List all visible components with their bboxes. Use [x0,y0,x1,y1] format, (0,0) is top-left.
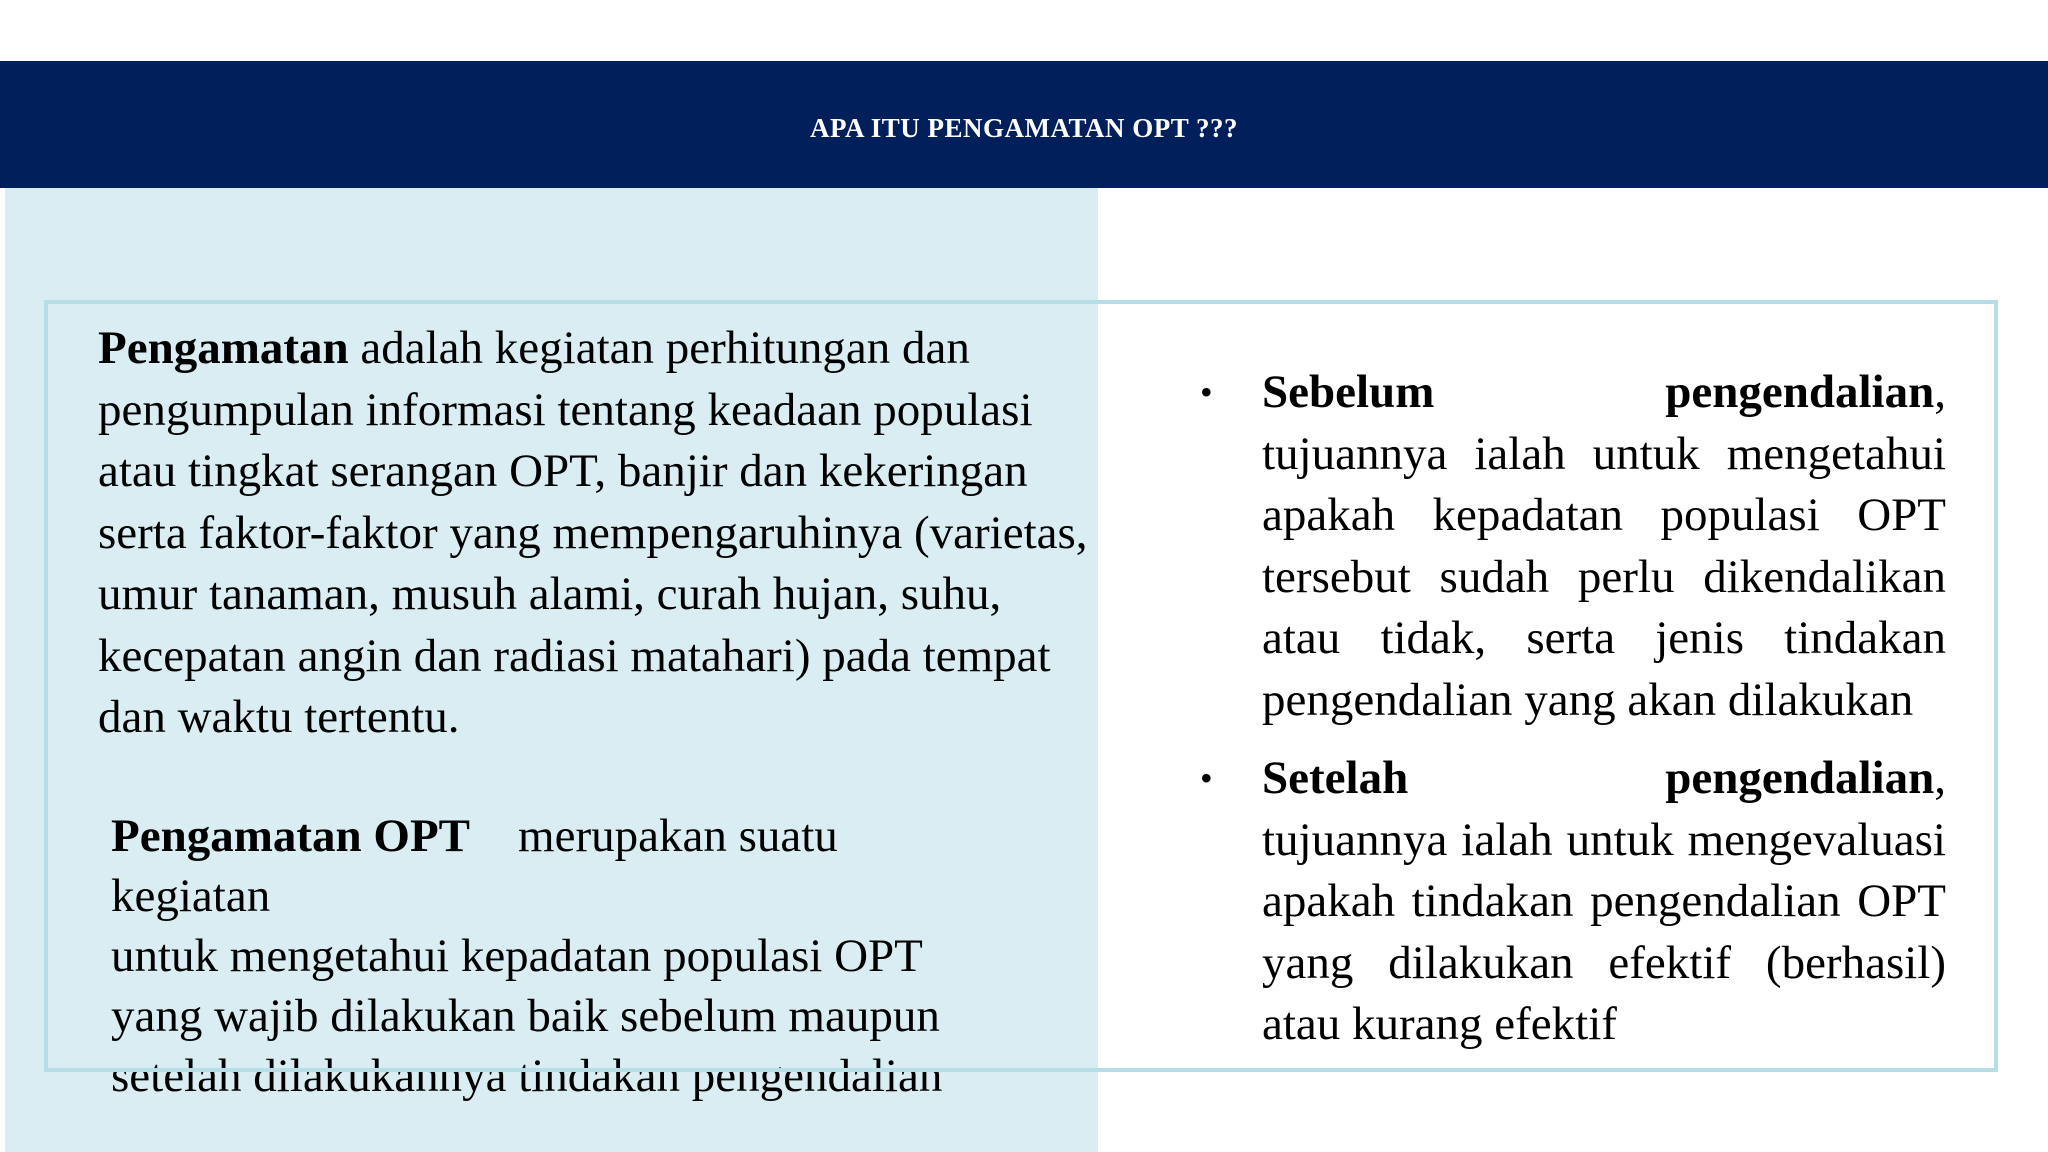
bullet-heading-left: Setelah [1262,752,1409,804]
opt-first-line [111,806,1071,866]
bullet-heading-left: Sebelum [1262,366,1435,418]
bullet-heading [1262,748,1946,810]
opt-paragraph [111,806,1071,1106]
bullet-heading [1262,362,1946,424]
bullet-heading-right-text: pengendalian [1665,752,1935,804]
slide-title: APA ITU PENGAMATAN OPT ??? [809,113,1238,143]
bullet-marker: • [1200,758,1213,798]
definition-term: Pengamatan [98,322,349,374]
bullet-item-after-control [1200,748,1946,1056]
bullet-text: tujuannya ialah untuk mengetahui apakah kepadatan populasi OPT tersebut sudah perlu dikendalikan atau tidak, serta jenis tindakan pengendalian yang akan dilakukan [1262,427,1946,726]
bullet-marker: • [1200,372,1213,412]
bullet-heading-punct: , [1934,752,1946,804]
bullet-heading-punct: , [1934,366,1946,418]
opt-first-line-text: merupakan suatu [518,810,838,862]
bullet-heading-right-text: pengendalian [1665,366,1935,418]
bullet-text: tujuannya ialah untuk mengevaluasi apakah tindakan pengendalian OPT yang dilakukan efektif (berhasil) atau kurang efektif [1262,813,1946,1050]
opt-line: setelah dilakukannya tindakan pengendalian [111,1050,943,1102]
bullet-list [1200,362,1946,1073]
definition-text: adalah kegiatan perhitungan dan pengumpulan informasi tentang keadaan populasi atau tingkat serangan OPT, banjir dan kekeringan serta faktor-faktor yang mempengaruhinya (varietas, umur tanaman, musuh alami, curah hujan, suhu, kecepatan angin dan radiasi matahari) pada tempat dan waktu tertentu. [98,322,1088,743]
opt-line: yang wajib dilakukan baik sebelum maupun [111,990,940,1042]
opt-term: Pengamatan OPT [111,810,471,862]
bullet-heading-right [1665,748,1946,810]
bullet-item-before-control [1200,362,1946,731]
opt-line: kegiatan [111,870,271,922]
bullet-heading-right [1665,362,1946,424]
opt-line: untuk mengetahui kepadatan populasi OPT [111,930,923,982]
definition-paragraph [98,318,1088,749]
